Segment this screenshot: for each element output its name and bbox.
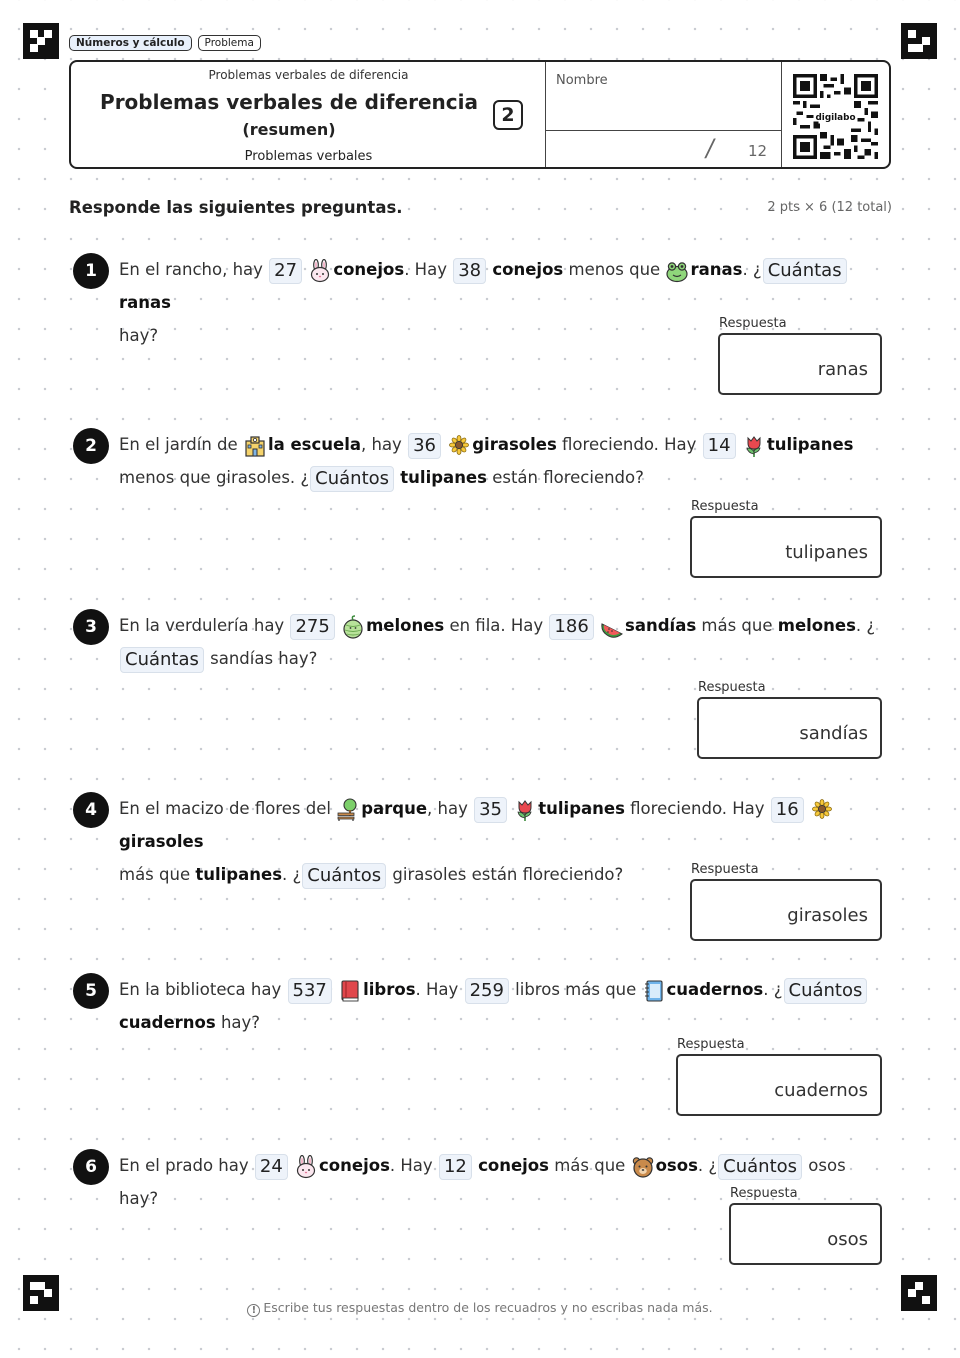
watermelon-icon [600,615,624,639]
answer-box[interactable] [718,333,882,395]
bear-icon [631,1155,655,1179]
rabbit-icon [308,259,332,283]
ask-word-box: Cuántas [763,258,847,284]
title-block [71,62,546,167]
corner-marker-top-left [23,23,59,59]
ask-word-box: Cuántos [784,978,868,1004]
number-box: 259 [465,978,509,1004]
worksheet-number: 2 [493,100,523,130]
footer-note [0,1300,960,1317]
number-box: 14 [703,433,736,459]
number-box: 35 [474,797,507,823]
tag-problema: Problema [198,35,261,51]
ask-word-box: Cuántos [310,466,394,492]
sunflower-icon [447,434,471,458]
number-box: 186 [549,614,593,640]
answer-box[interactable] [729,1203,882,1265]
answer-label: Respuesta [698,680,766,695]
corner-marker-top-right [901,23,937,59]
divider [546,130,782,131]
number-box: 27 [269,258,302,284]
ask-word-box: Cuántos [302,863,386,889]
answer-unit: cuadernos [774,1080,868,1101]
name-score-block [546,62,782,167]
answer-label: Respuesta [730,1186,798,1201]
number-box: 275 [290,614,334,640]
question-text: En el jardín de la escuela, hay 36 girasoles floreciendo. Hay 14 tulipanes menos que girasoles. ¿ Cuántos tulipanes están floreciendo? [119,428,889,494]
page-title: Problemas verbales de diferencia [100,90,478,114]
number-box: 12 [439,1154,472,1180]
question-text: En el rancho, hay 27 conejos. Hay 38 conejos menos que ranas. ¿ Cuántas ranas hay? [119,253,889,352]
answer-box[interactable] [697,697,882,759]
answer-box[interactable] [690,516,882,578]
notebook-icon [642,979,666,1003]
question-number: 2 [73,428,109,464]
school-icon [243,434,267,458]
answer-label: Respuesta [719,316,787,331]
sunflower-icon [810,798,834,822]
answer-box[interactable] [676,1054,882,1116]
number-box: 24 [255,1154,288,1180]
points-info: 2 pts × 6 (12 total) [767,200,892,215]
ask-word-box: Cuántas [120,647,204,673]
number-box: 38 [453,258,486,284]
worksheet-header [69,60,891,169]
score-total: 12 [748,142,768,160]
answer-unit: sandías [799,723,868,744]
rabbit-icon [294,1155,318,1179]
answer-unit: girasoles [787,905,868,926]
tulip-icon [513,798,537,822]
ask-word-box: Cuántos [718,1154,802,1180]
book-icon [338,979,362,1003]
question-text: En la verdulería hay 275 melones en fila. Hay 186 sandías más que melones. ¿ Cuántas sandías hay? [119,609,889,675]
page-title-sub: (resumen) [242,120,336,139]
name-label: Nombre [556,73,608,88]
qr-code-icon [793,74,878,159]
subtitle: Problemas verbales [244,149,373,164]
question-text: En el prado hay 24 conejos. Hay 12 conejos más que osos. ¿ Cuántos osos hay? [119,1155,846,1208]
answer-label: Respuesta [691,862,759,877]
park-icon [336,798,360,822]
answer-unit: osos [827,1229,868,1250]
warning-icon: ! [247,1304,260,1317]
number-box: 537 [288,978,332,1004]
question-number: 1 [73,253,109,289]
question-number: 4 [73,792,109,828]
question-number: 5 [73,973,109,1009]
tulip-icon [742,434,766,458]
answer-label: Respuesta [691,499,759,514]
answer-unit: ranas [817,359,868,380]
answer-unit: tulipanes [785,542,868,563]
number-box: 16 [771,797,804,823]
supertitle: Problemas verbales de diferencia [208,68,409,82]
answer-box[interactable] [690,879,882,941]
melon-icon [341,615,365,639]
frog-icon [665,259,689,283]
question-number: 6 [73,1149,109,1185]
tag-numeros: Números y cálculo [69,35,192,51]
answer-label: Respuesta [677,1037,745,1052]
instructions: Responde las siguientes preguntas. [69,198,403,217]
svg-text:digilabo: digilabo [815,113,856,124]
question-text: En la biblioteca hay 537 libros. Hay 259 libros más que cuadernos. ¿ Cuántos cuadernos hay? [119,973,889,1039]
score-slash: / [703,134,717,162]
question-number: 3 [73,609,109,645]
number-box: 36 [408,433,441,459]
footer-text: Escribe tus respuestas dentro de los recuadros y no escribas nada más. [263,1300,713,1315]
question-text: En el macizo de flores del parque, hay 35 tulipanes floreciendo. Hay 16 girasoles más que tulipanes. ¿ Cuántos girasoles están floreciendo? [119,792,889,891]
tag-list [69,35,261,51]
